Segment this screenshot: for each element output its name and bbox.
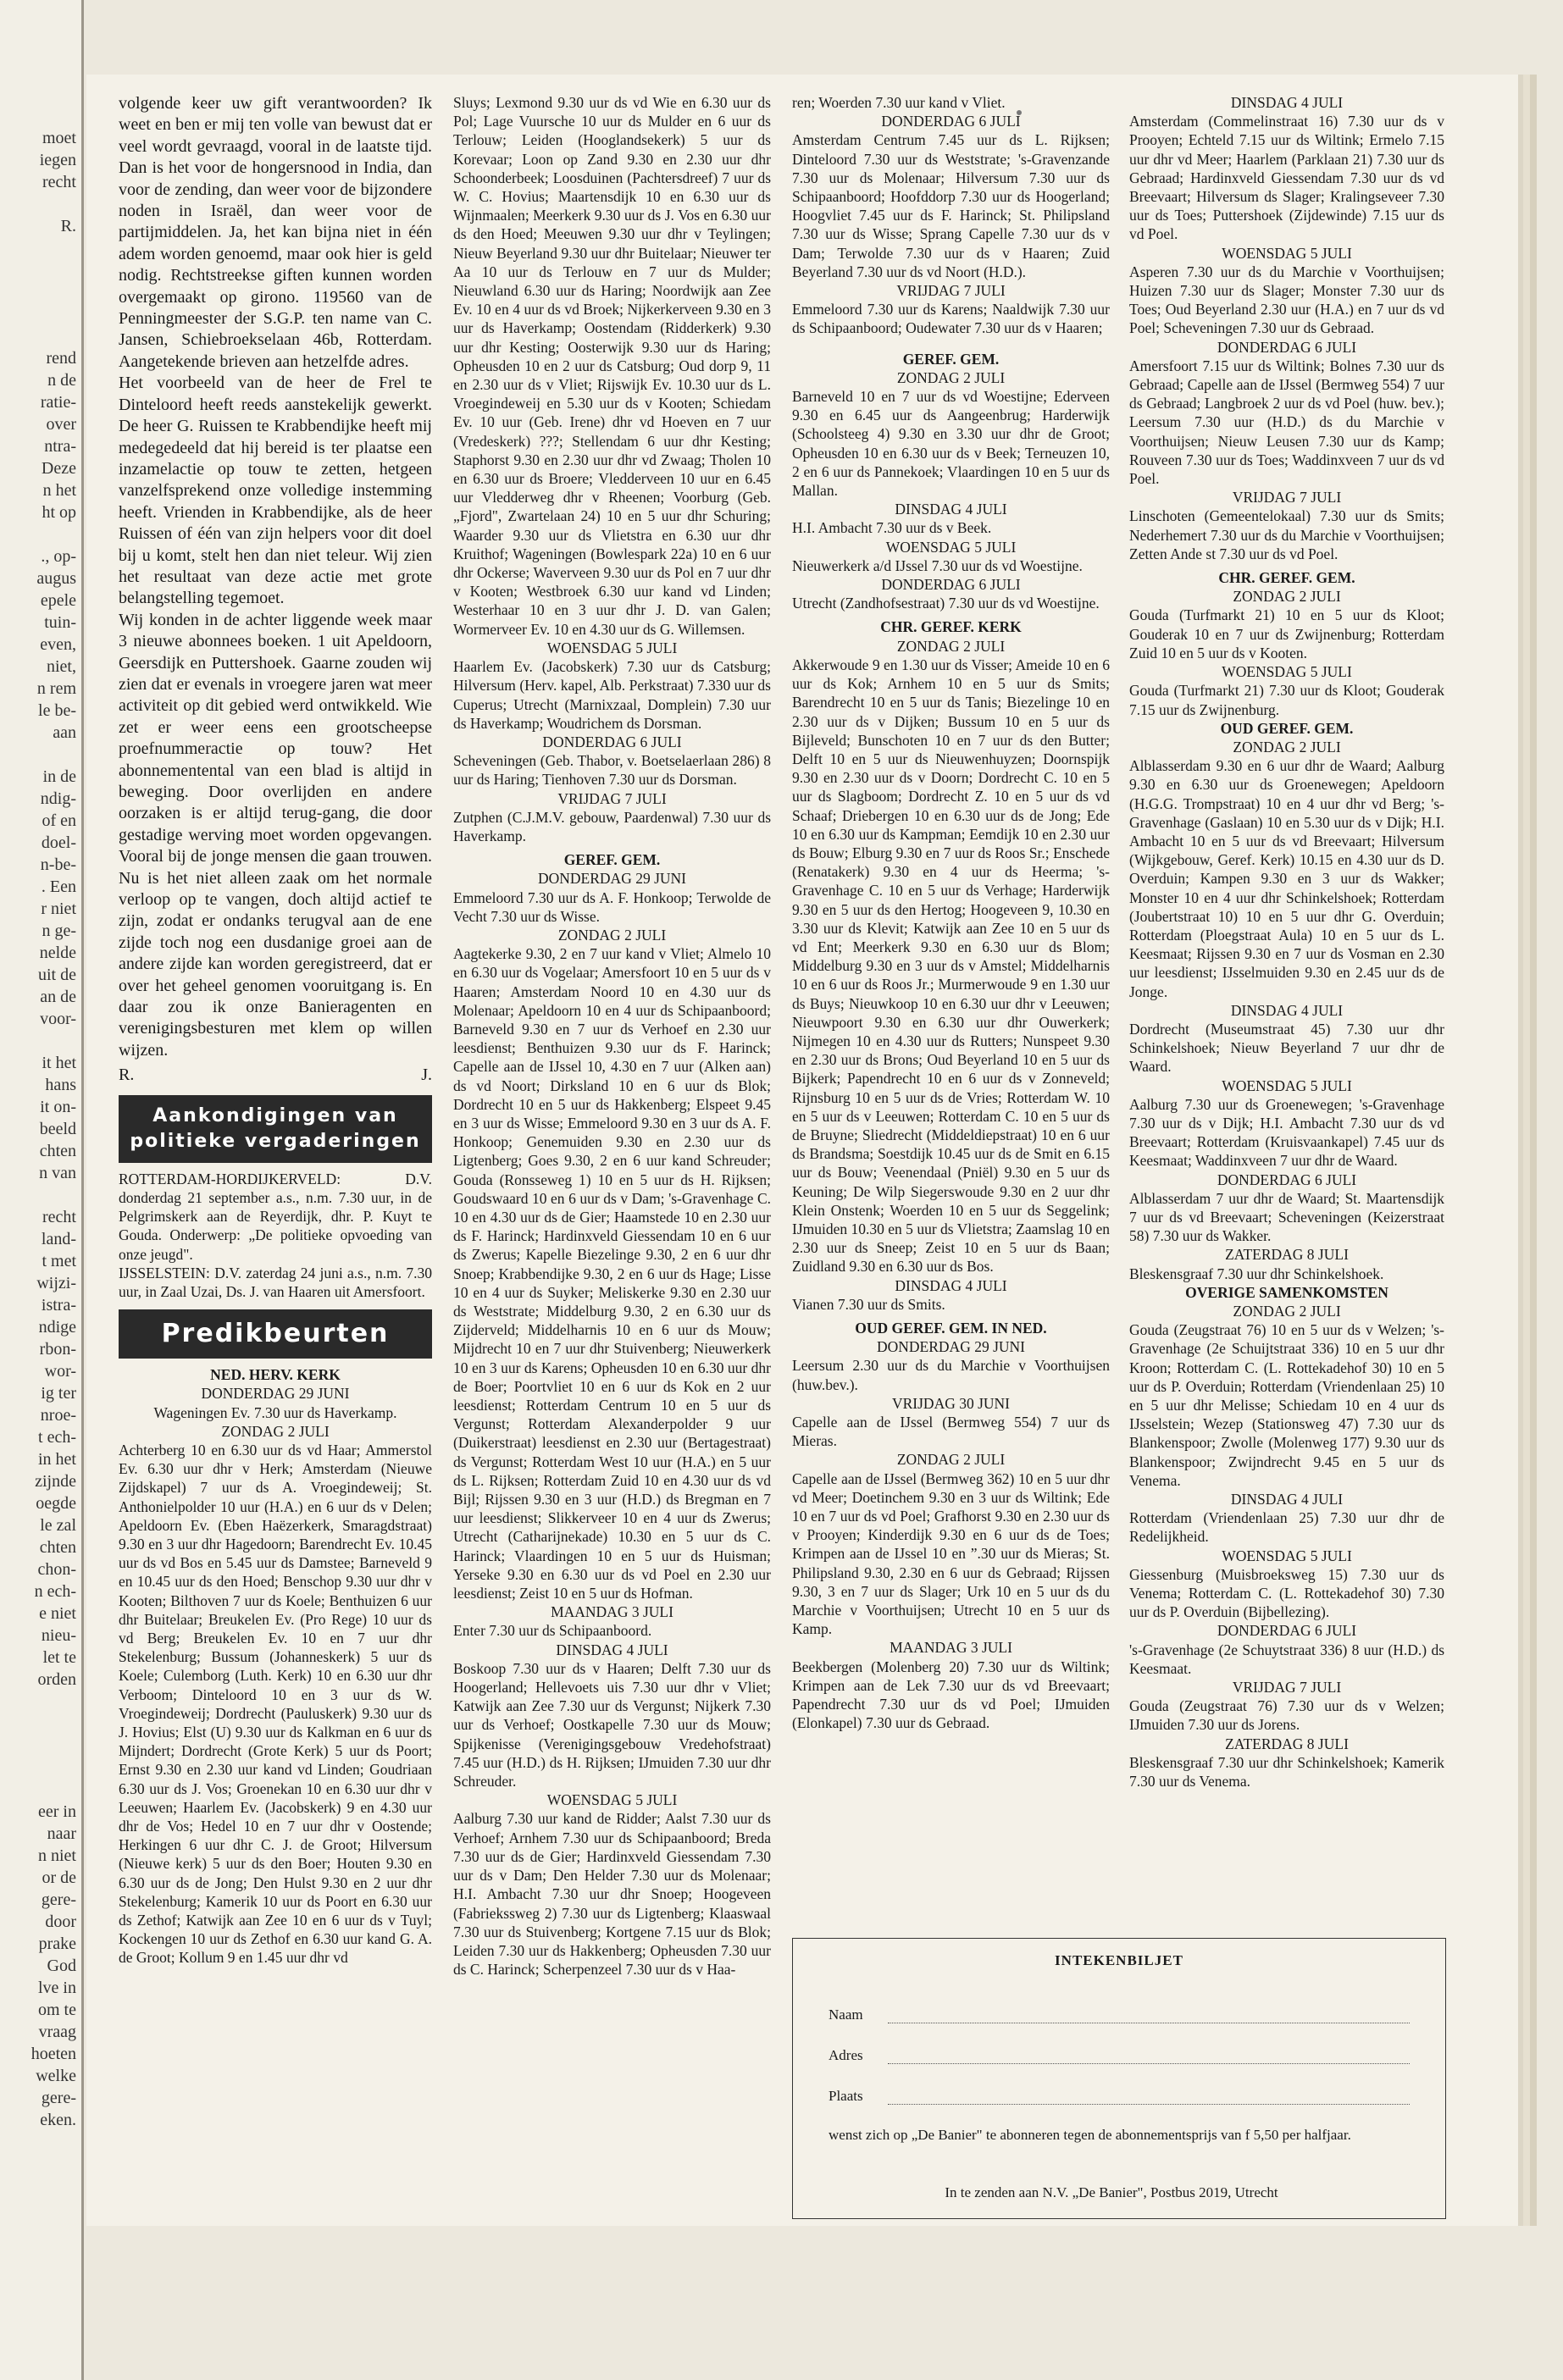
strip-fragment: God [47, 1957, 76, 1975]
form-title: INTEKENBILJET [1055, 1952, 1183, 1968]
strip-fragment: uit de [38, 966, 76, 984]
strip-fragment: land- [41, 1230, 76, 1248]
subscription-text: wenst zich op „De Banier" te abonneren tegen de abonnementsprijs van f 5,50 per halfjaar. [829, 2127, 1351, 2143]
date-heading: DINSDAG 4 JULI [556, 1641, 668, 1658]
signature-left: R. [119, 1065, 135, 1085]
strip-fragment: ndige [38, 1318, 76, 1337]
date-heading: DINSDAG 4 JULI [1230, 1491, 1344, 1508]
date-heading: ZONDAG 2 JULI [896, 368, 1006, 386]
strip-fragment: ht op [42, 503, 76, 522]
strip-fragment: ratie- [40, 393, 76, 412]
predikbeurten-banner: Predikbeurten [119, 1309, 432, 1359]
strip-fragment: recht [42, 1208, 76, 1226]
service-listing: Bleskensgraaf 7.30 uur dhr Schinkelshoek. [1129, 1265, 1384, 1282]
strip-fragment: hoeten [30, 2045, 76, 2063]
strip-fragment: of en [42, 811, 76, 830]
strip-fragment: moet [42, 129, 76, 147]
strip-fragment: prake [38, 1934, 76, 1953]
strip-fragment: nroe- [40, 1406, 76, 1425]
church-heading: OUD GEREF. GEM. [1220, 719, 1354, 737]
article-paragraph: volgende keer uw gift verantwoorden? Ik weet en ben er mij ten volle van bewust dat er veel wordt gevraagd, vooral in de laatste tijd. Dan is het voor de hongersnood in India, dan voor de zending, dan weer voor de bijzondere noden in Israël, dan weer voor de partijmiddelen. Ja, het kan bijna niet in één adem worden genoemd, maar ook hier is geld nodig. Rechtstreekse giften kunnen worden overgemaakt op girono. 119560 van de Penningmeester der S.G.P. ten name van C. Jansen, Schiebroekselaan 46b, Rotterdam. Aangetekende brieven aan hetzelfde adres. [119, 94, 432, 371]
strip-fragment [0, 325, 81, 347]
strip-fragment: zijnde [35, 1472, 76, 1491]
service-listing: H.I. Ambacht 7.30 uur ds v Beek. [792, 519, 992, 537]
meeting-announcement: IJSSELSTEIN: D.V. zaterdag 24 juni a.s., n.m. 7.30 uur, in Zaal Uzai, Ds. J. van Haaren uit Amersfoort. [119, 1264, 432, 1300]
date-heading: DINSDAG 4 JULI [1230, 1001, 1344, 1019]
strip-fragment: let te [42, 1648, 76, 1667]
church-heading: GEREF. GEM. [563, 851, 661, 869]
service-listing: Vianen 7.30 uur ds Smits. [792, 1295, 945, 1313]
name-label: Naam [829, 2006, 863, 2023]
form-footer: In te zenden aan N.V. „De Banier", Postbus 2019, Utrecht [945, 2184, 1278, 2200]
strip-fragment: . Een [41, 877, 76, 896]
church-heading: NED. HERV. KERK [210, 1366, 341, 1384]
date-heading: WOENSDAG 5 JULI [885, 538, 1017, 556]
service-listing: Aalburg 7.30 uur kand de Ridder; Aalst 7.30 uur ds Verhoef; Arnhem 7.30 uur ds Schipaanboord; Breda 7.30 uur ds de Gier; Hardinxveld Giessendam 7.30 uur ds v Dam; Den Helder 7.30 uur ds Molenaar; H.I. Ambacht 7.30 uur dhr Snoep; Hoogeveen (Fabriekssweg 2) 7.30 uur ds Ligtenberg; Klaaswaal 7.30 uur ds Stuivenberg; Kortgene 7.15 uur ds Blok; Leiden 7.30 uur ds Hakkenberg; Opheusden 7.30 uur ds C. Harinck; Scherpenzeel 7.30 uur ds v Haa- [453, 1810, 771, 1979]
strip-fragment: n ge- [42, 922, 76, 940]
strip-fragment: an de [40, 988, 76, 1006]
strip-fragment: t met [42, 1252, 76, 1270]
strip-fragment: eken. [40, 2111, 76, 2129]
date-heading: DONDERDAG 29 JUNI [538, 870, 686, 888]
date-heading: ZONDAG 2 JULI [896, 1451, 1006, 1469]
date-heading: WOENSDAG 5 JULI [546, 639, 678, 656]
service-listing: Utrecht (Zandhofsestraat) 7.30 uur ds vd Woestijne. [792, 595, 1100, 612]
date-heading: ZONDAG 2 JULI [1233, 1303, 1341, 1320]
strip-fragment: ., op- [41, 547, 76, 566]
strip-fragment: door [45, 1912, 76, 1931]
strip-fragment: nelde [39, 944, 76, 962]
strip-fragment: even, [40, 635, 76, 654]
strip-fragment: eer in [38, 1802, 76, 1821]
strip-fragment: ig ter [41, 1384, 76, 1403]
column-1 [119, 93, 432, 1968]
date-heading: VRIJDAG 7 JULI [557, 789, 667, 807]
date-heading: VRIJDAG 30 JUNI [891, 1394, 1011, 1412]
strip-fragment [0, 744, 81, 766]
strip-fragment: over [46, 415, 76, 434]
strip-fragment: om te [38, 2001, 76, 2019]
service-listing: Achterberg 10 en 6.30 uur ds vd Haar; Ammerstol Ev. 6.30 uur dhr v Herk; Amsterdam (Nieuwe Zijdskapel) 7 uur ds A. Vroegindeweij; St. Anthonielpolder 10 uur (H.A.) en 6 uur ds v Delen; Apeldoorn Ev. (Eben Haëzerkerk, Smaragdstraat) 9.30 en 3 uur dhr Hagedoorn; Barendrecht Ev. 10.45 uur ds vd Bos en 5.45 uur ds Damstee; Barneveld 9 en 10.45 uur ds den Hoed; Benschop 9.30 uur dhr v Kooten; Bilthoven 7 uur ds Koele; Benthuizen 6 uur dhr Buitelaar; Breukelen Ev. (Pro Rege) 10 uur ds vd Berg; Breukelen Ev. 10 en 7 uur dhr Stekelenburg; Bussum (Johanneskerk) 5 uur ds Koele; Culemborg (Luth. Kerk) 10 en 6.30 uur dhr Verboom; Dinteloord 10 en 3 uur ds W. Vroegindeweij; Dordrecht (Pauluskerk) 9.30 uur ds J. Hovius; Elst (U) 9.30 uur ds Kalkman en 6 uur ds Mijndert; Dordrecht (Grote Kerk) 5 uur ds Poort; Ernst 9.30 en 2.30 uur kand vd Linden; Goudriaan 6.30 uur ds J. Vos; Groenekan 10 en 6.30 uur dhr v Leeuwen; Haarlem Ev. (Jacobskerk) 9 en 4.30 uur dhr de Vos; Hedel 10 en 7 uur dhr v Oostende; Herkingen 6 uur dhr C. J. de Groot; Hilversum (Nieuwe kerk) 5 uur ds den Boer; Houten 9.30 en 6.30 uur ds de Jong; Den Hulst 9.30 en 2 uur dhr Stekelenburg; Kamerik 10 uur ds Poort en 6.30 uur ds Zethof; Katwijk aan Zee 10 en 6 uur ds v Tuyl; Kockengen 10 uur ds Zethof en 6.30 uur kand G. A. de Groot; Kollum 9 en 1.45 uur dhr vd [119, 1441, 432, 1967]
service-listing: Zutphen (C.J.M.V. gebouw, Paardenwal) 7.30 uur ds Haverkamp. [453, 808, 771, 844]
date-heading: MAANDAG 3 JULI [551, 1603, 673, 1621]
church-heading: OVERIGE SAMENKOMSTEN [1185, 1283, 1388, 1301]
service-listing: Haarlem Ev. (Jacobskerk) 7.30 uur ds Catsburg; Hilversum (Herv. kapel, Alb. Perkstraat) 7.330 uur ds Cuperus; Utrecht (Marnixzaal, Domplein) 7.30 uur ds Haverkamp; Woudrichem ds Dorsman. [453, 658, 771, 732]
strip-fragment: wor- [44, 1362, 76, 1381]
date-heading: DONDERDAG 6 JULI [1217, 338, 1357, 356]
date-heading: DONDERDAG 29 JUNI [201, 1385, 350, 1403]
strip-fragment [0, 1757, 81, 1779]
service-listing: Gouda (Turfmarkt 21) 7.30 uur ds Kloot; Gouderak 7.15 uur ds Zwijnenburg. [1129, 682, 1444, 718]
strip-fragment: chon- [37, 1560, 76, 1579]
strip-fragment: augus [36, 569, 76, 588]
service-listing: Linschoten (Gemeentelokaal) 7.30 uur ds Smits; Nederhemert 7.30 uur ds du Marchie v Voorthuijsen; Zetten Ande st 7.30 uur ds vd Poel. [1129, 507, 1444, 562]
strip-fragment: iegen [39, 151, 76, 169]
strip-fragment: it on- [40, 1098, 76, 1116]
church-heading: CHR. GEREF. KERK [880, 618, 1022, 636]
strip-fragment [0, 1779, 81, 1801]
service-listing: Aalburg 7.30 uur ds Groenewegen; 's-Gravenhage 7.30 uur ds v Dijk; H.I. Ambacht 7.30 uur ds vd Breevaart; Rotterdam (Kruisvaankapel) 7.45 uur ds Keesmaat; Waddinxveen 7 uur dhr de Waard. [1129, 1095, 1444, 1170]
service-listing: Barneveld 10 en 7 uur ds vd Woestijne; Ederveen 9.30 en 6.45 uur ds Aangeenbrug; Harderwijk (Schoolsteeg 4) 9.30 en 3.30 uur dhr de Groot; Opheusden 10 en 6.30 uur ds v Beek; Terneuzen 10, 2 en 6 uur ds Pannekoek; Vlaardingen 10 en 5 uur ds Mallan. [792, 388, 1110, 500]
strip-fragment: r niet [41, 899, 76, 918]
service-listing: 's-Gravenhage (2e Schuytstraat 336) 8 uur (H.D.) ds Keesmaat. [1129, 1641, 1444, 1677]
name-field[interactable] [829, 2006, 1410, 2023]
strip-fragment: rend [46, 349, 76, 368]
strip-fragment [0, 1030, 81, 1052]
strip-fragment: or de [42, 1868, 76, 1887]
strip-fragment: R. [60, 217, 76, 235]
service-listing: Wageningen Ev. 7.30 uur ds Haverkamp. [153, 1403, 397, 1421]
place-line[interactable] [888, 2089, 1410, 2105]
date-heading: DINSDAG 4 JULI [1230, 94, 1344, 111]
column-3 [792, 93, 1110, 1732]
date-heading: ZATERDAG 8 JULI [1225, 1246, 1349, 1264]
strip-fragment: t ech- [38, 1428, 76, 1447]
date-heading: DONDERDAG 6 JULI [542, 733, 682, 750]
date-heading: WOENSDAG 5 JULI [1222, 1547, 1352, 1564]
service-listing: Emmeloord 7.30 uur ds Karens; Naaldwijk 7.30 uur ds Schipaanboord; Oudewater 7.30 uur ds v Haaren; [792, 301, 1110, 337]
strip-fragment [0, 237, 81, 259]
service-listing: ren; Woerden 7.30 uur kand v Vliet. [792, 94, 1006, 111]
strip-fragment [0, 281, 81, 303]
strip-fragment: chten [39, 1538, 76, 1557]
banner-line: Aankondigingen van [152, 1104, 398, 1126]
date-heading: WOENSDAG 5 JULI [1222, 1077, 1352, 1094]
strip-fragment: doel- [41, 833, 76, 852]
column-2 [453, 93, 771, 1979]
date-heading: ZONDAG 2 JULI [896, 637, 1006, 655]
strip-fragment: aan [53, 723, 76, 742]
strip-fragment: it het [42, 1054, 76, 1072]
announcements-banner [119, 1095, 432, 1163]
strip-fragment: tuin- [44, 613, 76, 632]
article-paragraph: Wij konden in de achter liggende week maar 3 nieuwe abonnees boeken. 1 uit Apeldoorn, Geersdijk en Puttershoek. Gaarne zouden wij zien dat er evenals in vroegere jaren wat meer activiteit op dit gebied werd ontwikkeld. Wie zet er weer eens een grootscheepse proefnummeractie op touw? Het abonnementental van een blad is altijd in beweging. Door overlijden en andere oorzaken is er altijd terug-gang, die door gestadige werving moet worden opgevangen. Vooral bij de jonge mensen die gaan trouwen. Nu is het niet alleen zaak om het normale verloop op te vangen, doch altijd actief te zijn, zodat er ondanks terugval aan de ene zijde toch nog een dusdanige groei aan de andere zijde kan worden geregistreerd, dat er over het geheel genomen vooruitgang is. En daar zou ik onze Banieragenten en verenigingsbesturen met klem op willen wijzen. [119, 610, 432, 1060]
strip-fragment: nieu- [41, 1626, 76, 1645]
date-heading: DONDERDAG 29 JUNI [877, 1338, 1025, 1356]
church-heading: OUD GEREF. GEM. IN NED. [855, 1320, 1047, 1337]
service-listing: Gouda (Zeugstraat 76) 10 en 5 uur ds v Welzen; 's-Gravenhage (2e Schuijtstraat 336) 10 en 5 uur dhr Kroon; Rotterdam C. (L. Rottekadehof 30) 10 en 5 uur ds P. Overduin; Rotterdam (Vriendenlaan 25) 10 en 5 uur dhr Melisse; Schiedam 10 en 4 uur ds IJsselstein; Wezep (Stationsweg 47) 7.30 uur ds Blankenspoor; Zwolle (Molenweg 177) 9.30 uur ds Blankenspoor; Zwijndrecht 9.45 en 5 uur ds Venema. [1129, 1321, 1444, 1489]
service-listing: Alblasserdam 9.30 en 6 uur dhr de Waard; Aalburg 9.30 en 6.30 uur ds Groenewegen; Apeldoorn (H.G.G. Trompstraat) 10 en 4 uur dhr vd Berg; 's-Gravenhage (Gaslaan) 10 en 5.30 uur ds v Dijk; H.I. Ambacht 10 en 5 uur ds vd Breevaart; Hilversum (Wijkgebouw, Geref. Kerk) 10.15 en 4.30 uur ds D. Overduin; Kampen 9.30 en 3 uur ds Wakker; Monster 10 en 4 uur dhr Schinkelshoek; Rotterdam (Joubertstraat 10) 10 en 5 uur dhr G. Overduin; Rotterdam (Ploegstraat Aula) 10 en 5 uur ds L. Keesmaat; Rijssen 9.30 en 7 uur ds Vosman en 2.30 uur leesdienst; IJsselmuiden 9.30 en 2.45 uur ds de Jonge. [1129, 757, 1444, 1000]
service-listing: Enter 7.30 uur ds Schipaanboord. [453, 1622, 652, 1640]
date-heading: ZONDAG 2 JULI [557, 926, 667, 944]
strip-fragment: in het [38, 1450, 76, 1469]
service-listing: Beekbergen (Molenberg 20) 7.30 uur ds Wiltink; Krimpen aan de Lek 7.30 uur ds vd Breevaart; Papendrecht 7.30 uur ds vd Poel; IJmuiden (Elonkapel) 7.30 uur ds Gebraad. [792, 1658, 1110, 1732]
strip-fragment: welke [36, 2067, 76, 2085]
strip-fragment: recht [42, 173, 76, 191]
name-line[interactable] [888, 2007, 1410, 2023]
strip-fragment: hans [45, 1076, 76, 1094]
strip-fragment: e niet [39, 1604, 76, 1623]
date-heading: ZONDAG 2 JULI [221, 1422, 330, 1440]
strip-fragment: ndig- [40, 789, 76, 808]
strip-fragment: Deze [41, 459, 76, 478]
service-listing: Rotterdam (Vriendenlaan 25) 7.30 uur dhr de Redelijkheid. [1129, 1509, 1444, 1546]
service-listing: Asperen 7.30 uur ds du Marchie v Voorthuijsen; Huizen 7.30 uur ds Slager; Monster 7.30 uur ds Toes; Oud Beyerland 2.30 uur (H.A.) en 7 uur ds vd Poel; Scheveningen 7.30 uur ds Gebraad. [1129, 263, 1444, 337]
strip-fragment [0, 1184, 81, 1206]
strip-fragment: le be- [38, 701, 76, 720]
strip-fragment: gere- [41, 2089, 76, 2107]
strip-fragment [0, 193, 81, 215]
strip-fragment [0, 259, 81, 281]
strip-fragment: chten [39, 1142, 76, 1160]
strip-fragment: epele [40, 591, 76, 610]
date-heading: DONDERDAG 6 JULI [881, 576, 1021, 594]
strip-fragment: vraag [38, 2023, 76, 2041]
signature [119, 1065, 432, 1086]
place-label: Plaats [829, 2088, 863, 2104]
service-listing: Dordrecht (Museumstraat 45) 7.30 uur dhr Schinkelshoek; Nieuw Beyerland 7 uur dhr de Waard. [1129, 1020, 1444, 1076]
service-listing: Capelle aan de IJssel (Bermweg 362) 10 en 5 uur dhr vd Meer; Doetinchem 9.30 en 3 uur ds Wiltink; Ede 10 en 7 uur ds vd Poel; Grafhorst 9.30 en 2.30 uur ds v Prooyen; Kinderdijk 9.30 en 6 uur ds de Toes; Krimpen aan de IJssel 10 en ”.30 uur ds Mieras; St. Philipsland 9.30, 2.30 en 6 uur ds Gebraad; Rijssen 9.30, 3 en 7 uur ds Slager; Urk 10 en 5 uur ds du Marchie v Voorthuijsen; Utrecht 10 en 5 uur ds Kamp. [792, 1470, 1110, 1638]
date-heading: DONDERDAG 6 JULI [881, 113, 1021, 130]
strip-fragment [0, 1713, 81, 1735]
service-listing: Amersfoort 7.15 uur ds Wiltink; Bolnes 7.30 uur ds Gebraad; Capelle aan de IJssel (Bermweg 554) 7 uur ds Gebraad; Langbroek 2 uur ds vd Poel (huw. bev.); Leersum 7.30 uur (H.D.) ds du Marchie v Voorthuijsen; Nieuw Leusen 7.30 uur ds Kamp; Rouveen 7.30 uur ds Toes; Waddinxveen 7 uur ds vd Poel. [1129, 357, 1444, 488]
strip-fragment: n niet [38, 1846, 76, 1865]
strip-fragment: voor- [40, 1010, 76, 1028]
service-listing: Gouda (Zeugstraat 76) 7.30 uur ds v Welzen; IJmuiden 7.30 uur ds Jorens. [1129, 1697, 1444, 1734]
strip-fragment: n van [39, 1164, 76, 1182]
strip-fragment: orden [37, 1670, 76, 1689]
strip-fragment: wijzi- [36, 1274, 76, 1292]
strip-fragment: gere- [41, 1890, 76, 1909]
service-listing: Aagtekerke 9.30, 2 en 7 uur kand v Vliet; Almelo 10 en 6.30 uur ds Vogelaar; Amersfoort 10 en 5 uur ds v Haaren; Amsterdam Noord 10 en 4.30 uur ds Molenaar; Apeldoorn 10 en 4 uur ds Schipaanboord; Barneveld 9.30 en 7 uur ds Verhoef en 2.30 uur leesdienst; Benthuizen 9.30 uur ds F. Harinck; Capelle aan de IJssel 10, 4.30 en 7 uur (Alken aan) ds vd Noort; Dirksland 10 en 6 uur ds Blok; Dordrecht 10 en 5 uur ds Hakkenberg; Elspeet 9.45 en 3 uur ds Wisse; Emmeloord 9.30 en 3 uur ds A. F. Honkoop; Genemuiden 9.30 en 2.30 uur ds Ligtenberg; Goes 9.30, 2 en 6 uur kand Schreuder; Gouda (Ronsseweg 1) 10 en 5 uur ds H. Rijksen; Goudswaard 10 en 6 uur ds v Dam; 's-Gravenhage C. 10 en 4.30 uur ds de Gier; Haamstede 10 en 2.30 uur ds F. Harinck; Hardinxveld Giessendam 10 en 6 uur ds Zwerus; Kapelle Biezelinge 9.30, 2 en 6 uur dhr Snoep; Krabbendijke 9.30, 2 en 6 uur ds Hage; Lisse 10 en 4 uur ds Suyker; Meliskerke 9.30 en 2.30 uur ds Weststrate; Middelburg 9.30, 2 en 6.30 uur ds Zijderveld; Middelharnis 10 en 6 uur ds Mouw; Mijdrecht 10 en 7 uur dhr Stuivenberg; Nieuwerkerk 10 en 3 uur ds Karens; Opheusden 10 en 6.30 uur dhr de Boer; Poortvliet 10 en 6 uur ds Kok en 2 uur leesdienst; Rotterdam Centrum 10 en 5 uur ds Vergunst; Rotterdam Alexanderpolder 9 uur (Duikerstraat) leesdienst en 2.30 uur (Bertagestraat) ds Vergunst; Rotterdam West 10 uur (H.A.) en 5 uur ds L. Rijksen; Rotterdam Zuid 10 en 4.30 uur ds vd Bijl; Rijssen 9.30 en 3 uur (H.D.) ds Bregman en 7 uur leesdienst; Slikkerveer 10 en 4 uur ds Zwerus; Utrecht (Catharijnekade) 10.30 en 5 uur ds C. Harinck; Vlaardingen 10 en 5 uur ds Huisman; Yerseke 9.30 en 6.30 uur ds vd Poel en 2.30 uur leesdienst; Zeist 10 en 5 uur ds Hofman. [453, 945, 771, 1602]
date-heading: ZONDAG 2 JULI [1233, 738, 1341, 756]
strip-fragment: lve in [38, 1979, 76, 1997]
date-heading: DONDERDAG 6 JULI [1217, 1622, 1357, 1640]
strip-fragment [0, 1735, 81, 1757]
date-heading: WOENSDAG 5 JULI [546, 1791, 678, 1809]
service-listing: Akkerwoude 9 en 1.30 uur ds Visser; Ameide 10 en 6 uur ds Kok; Arnhem 10 en 5 uur ds Smits; Barendrecht 10 en 5 uur ds Tanis; Biezelinge 10 en 2.30 uur ds v Dijken; Bussum 10 en 5 uur ds Bijleveld; Bunschoten 10 en 7 uur ds den Butter; Delft 10 en 5 uur ds Nieuwenhuyzen; Doornspijk 9.30 en 2.30 uur ds v Doorn; Dordrecht C. 10 en 5 uur ds Slagboom; Dordrecht Z. 10 en 5 uur ds vd Schaaf; Driebergen 10 en 6.30 uur ds de Jong; Ede 10 en 6.30 uur ds Kampman; Eemdijk 10 en 2.30 uur ds Bouw; Elburg 9.30 en 7 uur ds Roos Sr.; Enschede (Renatakerk) 9.30 en 4 uur ds Heerma; 's-Gravenhage C. 10 en 5 uur ds Verhage; Harderwijk 9.30 en 5 uur ds den Hertog; Hoogeveen 9, 10.30 en 3.30 uur ds Klevit; Katwijk aan Zee 10 en 5 uur ds vd Ent; Meerkerk 9.30 en 6.30 uur ds Blom; Middelburg 9.30 en 3 uur ds v Amstel; Middelharnis 10 en 6 uur ds Roos Jr.; Murmerwoude 9 en 1.30 uur ds Buys; Nieuwkoop 10 en 6.30 uur dhr v Leeuwen; Nieuwpoort 9.30 en 6.30 uur dhr Ouwerkerk; Nijmegen 10 en 4.30 uur ds Rutters; Nunspeet 9.30 en 2.30 uur ds Brons; Oud Beyerland 10 en 5 uur ds Bijkerk; Papendrecht 10 en 6 uur ds v Zonneveld; Rijnsburg 10 en 5 uur ds de Vries; Rotterdam W. 10 en 5 uur ds v Leeuwen; Rotterdam C. 10 en 5 uur ds de Bruyne; Sliedrecht (Middeldiepstraat) 10 en 6 uur ds Brandsma; Soestdijk 10.45 uur ds de Smit en 6.15 uur ds Bouw; Veenendaal (Pniël) 9.30 en 5 uur ds Keuning; De Wilp Siegerswoude 9.30 en 2 uur dhr Klein Onstenk; Woerden 10 en 5 uur ds Seggelink; IJmuiden 10.30 en 5 uur ds Vlietstra; Zaamslag 10 en 2.30 uur ds Sneep; Zeist 10 en 5 uur ds Baan; Zuidland 9.30 en 6.30 uur ds Bos. [792, 656, 1110, 1276]
service-listing: Amsterdam (Commelinstraat 16) 7.30 uur ds v Prooyen; Echteld 7.15 uur ds Wiltink; Ermelo 7.15 uur dhr vd Meer; Haarlem (Parklaan 21) 7.30 uur ds Gebraad; Hardinxveld Giessendam 7.30 uur ds vd Breevaart; Hilversum ds Slager; Kralingseveer 7.30 uur ds Toes; Puttershoek (Zijdewinde) 7.15 uur ds vd Poel. [1129, 113, 1444, 243]
date-heading: WOENSDAG 5 JULI [1222, 244, 1352, 262]
strip-fragment: n-be- [40, 855, 76, 874]
date-heading: WOENSDAG 5 JULI [1222, 663, 1352, 681]
date-heading: DINSDAG 4 JULI [895, 1276, 1007, 1294]
service-listing: Emmeloord 7.30 uur ds A. F. Honkoop; Terwolde de Vecht 7.30 uur ds Wisse. [453, 888, 771, 925]
address-label: Adres [829, 2047, 863, 2063]
service-listing: Amsterdam Centrum 7.45 uur ds L. Rijksen; Dinteloord 7.30 uur ds Weststrate; 's-Gravenzande 7.30 uur ds Molenaar; Hilversum 7.30 uur ds Schipaanboord; Hoofddorp 7.30 uur ds Hoogerland; Hoogvliet 7.45 uur ds F. Harinck; St. Philipsland 7.30 uur ds Wisse; Sprang Capelle 7.30 uur ds v Dam; Terwolde 7.30 uur ds v Haaren; Zuid Beyerland 7.30 uur ds vd Noort (H.D.). [792, 131, 1110, 280]
service-listing: Boskoop 7.30 uur ds v Haaren; Delft 7.30 uur ds Hoogerland; Hellevoets uis 7.30 uur dhr v Vliet; Katwijk aan Zee 7.30 uur ds Vergunst; Nijkerk 7.30 uur ds Verhoef; Oostkapelle 7.30 uur ds Mouw; Spijkenisse (Verenigingsgebouw Vredehofstraat) 7.45 uur (H.D.) ds H. Rijksen; IJmuiden 7.30 uur dhr Schreuder. [453, 1659, 771, 1791]
service-listing: Scheveningen (Geb. Thabor, v. Boetselaerlaan 286) 8 uur ds Haring; Tienhoven 7.30 uur ds Dorsman. [453, 752, 771, 789]
date-heading: VRIJDAG 7 JULI [896, 282, 1006, 300]
strip-fragment: niet, [47, 657, 76, 676]
strip-fragment: oegde [36, 1494, 76, 1513]
date-heading: DONDERDAG 6 JULI [1217, 1171, 1357, 1188]
strip-fragment: istra- [41, 1296, 76, 1315]
service-listing: Sluys; Lexmond 9.30 uur ds vd Wie en 6.30 uur ds Pol; Lage Vuursche 10 uur ds Mulder en 6 uur ds Terlouw; Leiden (Hooglandsekerk) 5 uur ds Korevaar; Loon op Zand 9.30 en 2.30 uur dhr Schoonderbeek; Loosduinen (Pachtersdreef) 7 uur ds W. C. Hovius; Maartensdijk 10 en 6.30 uur ds Wijnmaalen; Meerkerk 9.30 uur ds J. Vos en 6.30 uur ds den Hoed; Meeuwen 9.30 uur dhr v Teylingen; Nieuw Beyerland 9.30 uur dhr Buitelaar; Nieuwer ter Aa 10 uur ds Terlouw en 7 uur ds Mulder; Nieuwland 6.30 uur ds Haring; Noordwijk aan Zee Ev. 10 en 4 uur ds vd Broek; Nijkerkerveen 9.30 en 3 uur ds Haverkamp; Oostendam (Ridderkerk) 9.30 uur dhr Kesting; Oosterwijk 9.30 uur ds Haring; Opheusden 10 en 2 uur ds Catsburg; Oud dorp 9, 11 en 2.30 uur ds v Vliet; Rijswijk Ev. 10.30 uur ds L. Vroegindeweij en 5.30 uur ds v Kooten; Schiedam Ev. 10 uur (Geb. Irene) dhr vd Hoeven en 7 uur (Vredeskerk) ???; Stellendam 6 uur dhr Kesting; Staphorst 9.30 en 2.30 uur dhr vd Zwaag; Tholen 10 en 6.30 uur ds Broere; Vledderveen 10 uur en 6.45 uur Vledderweg dhr v Rheenen; Voorburg (Geb. „Fjord", Zwartelaan 24) 10 en 5 uur dhr Schuring; Waarder 9.30 uur ds Vlietstra en 6.30 uur dhr Kruithof; Wageningen (Bowlespark 22a) 10 en 6 uur dhr Ockerse; Waverveen 9.30 uur ds Pol en 7 uur dhr v Kooten; Westbroek 6.30 uur kand vd Linden; Westerhaar 10 en 3 uur dhr J. D. van Galen; Wormerveer Ev. 10 en 4.30 uur ds G. Willemsen. [453, 94, 771, 638]
place-field[interactable] [829, 2088, 1410, 2105]
church-heading: CHR. GEREF. GEM. [1218, 569, 1355, 587]
service-listing: Bleskensgraaf 7.30 uur dhr Schinkelshoek; Kamerik 7.30 uur ds Venema. [1129, 1753, 1444, 1791]
service-listing: Nieuwerkerk a/d IJssel 7.30 uur ds vd Woestijne. [792, 556, 1083, 574]
previous-page-strip [0, 0, 84, 2380]
date-heading: VRIJDAG 7 JULI [1232, 1679, 1342, 1696]
strip-fragment: le zal [40, 1516, 76, 1535]
strip-fragment: ntra- [44, 437, 76, 456]
address-field[interactable] [829, 2047, 1410, 2064]
signature-right: J. [421, 1065, 432, 1085]
column-4 [1129, 93, 1444, 1791]
service-listing: Gouda (Turfmarkt 21) 10 en 5 uur ds Kloot; Gouderak 10 en 7 uur ds Zwijnenburg; Rotterdam Zuid 10 en 5 uur ds v Kooten. [1129, 606, 1444, 661]
address-line[interactable] [888, 2048, 1410, 2064]
banner-line: politieke vergaderingen [130, 1130, 421, 1152]
service-listing: Alblasserdam 7 uur dhr de Waard; St. Maartensdijk 7 uur ds vd Breevaart; Scheveningen (Keizerstraat 58) 7.30 uur ds Wakker. [1129, 1189, 1444, 1245]
strip-fragment: naar [47, 1824, 76, 1843]
date-heading: DINSDAG 4 JULI [895, 501, 1007, 518]
strip-fragment: n ech- [34, 1582, 76, 1601]
strip-fragment: n rem [36, 679, 76, 698]
strip-fragment: beeld [39, 1120, 76, 1138]
date-heading: ZATERDAG 8 JULI [1225, 1735, 1349, 1752]
church-heading: GEREF. GEM. [902, 350, 1000, 368]
article-paragraph: Het voorbeeld van de heer de Frel te Dinteloord heeft reeds aanstekelijk gewerkt. De heer G. Ruissen te Krabbendijke heeft mij medegedeeld dat hij bereid is ter plaatse een inzamelactie op touw te zetten, hetgeen vanzelfsprekend onze volledige instemming heeft. Vrienden in Krabbendijke, als de heer Ruissen of één van zijn helpers voor dit doel bij u komt, stelt hen dan niet teleur. Wij zien het resultaat van deze actie met grote belangstelling tegemoet. [119, 374, 432, 608]
subscription-form [792, 1938, 1446, 2219]
service-listing: Capelle aan de IJssel (Bermweg 554) 7 uur ds Mieras. [792, 1414, 1110, 1450]
strip-fragment: n de [47, 371, 76, 390]
service-listing: Leersum 2.30 uur ds du Marchie v Voorthuijsen (huw.bev.). [792, 1357, 1110, 1393]
date-heading: VRIJDAG 7 JULI [1232, 489, 1342, 506]
strip-fragment: in de [42, 767, 76, 786]
strip-fragment: rbon- [39, 1340, 76, 1359]
meeting-announcement: ROTTERDAM-HORDIJKERVELD: D.V. donderdag 21 september a.s., n.m. 7.30 uur, in de Pelgrimskerk aan de Reyerdijk, dhr. P. Kuyt te Gouda. Onderwerp: „De politieke opvoeding van onze jeugd". [119, 1170, 432, 1263]
strip-fragment: n het [42, 481, 76, 500]
service-listing: Giessenburg (Muisbroeksweg 15) 7.30 uur ds Venema; Rotterdam C. (L. Rottekadehof 30) 7.30 uur ds P. Overduin (Bijbellezing). [1129, 1565, 1444, 1621]
strip-fragment [0, 1691, 81, 1713]
strip-fragment [0, 303, 81, 325]
date-heading: ZONDAG 2 JULI [1233, 588, 1341, 606]
date-heading: MAANDAG 3 JULI [890, 1639, 1012, 1657]
strip-fragment [0, 523, 81, 545]
